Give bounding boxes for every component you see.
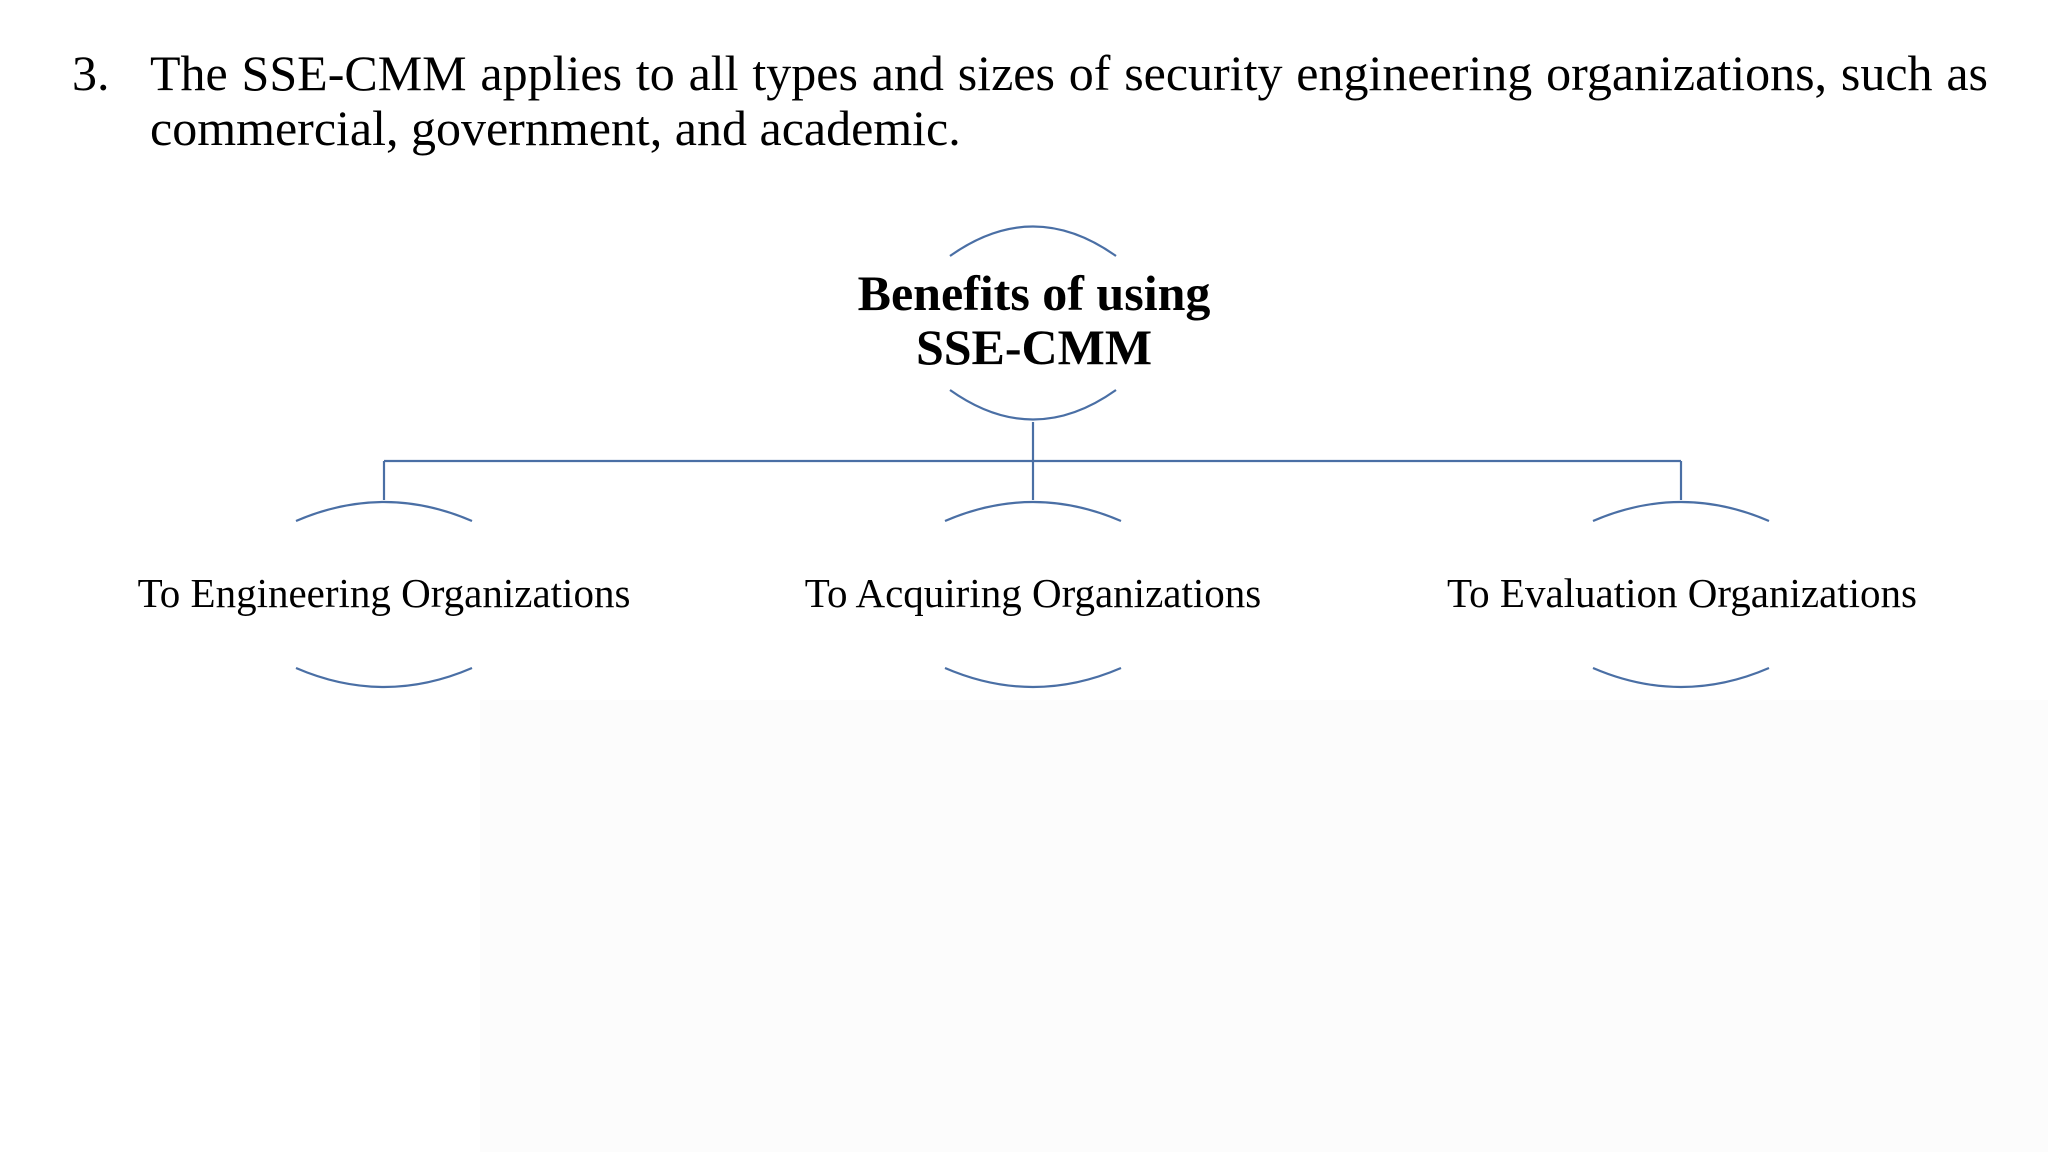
acquiring-node-top-arc xyxy=(945,502,1121,521)
root-node-line-1: Benefits of using xyxy=(857,265,1211,321)
root-node-bottom-arc xyxy=(950,390,1116,420)
root-node-label xyxy=(784,266,1284,374)
acquiring-organizations-node: To Acquiring Organizations xyxy=(804,570,1262,616)
evaluation-node-bottom-arc xyxy=(1593,668,1769,687)
root-node-line-2: SSE-CMM xyxy=(915,319,1153,375)
acquiring-node-bottom-arc xyxy=(945,668,1121,687)
evaluation-organizations-node: To Evaluation Organizations xyxy=(1446,570,1918,616)
engineering-node-top-arc xyxy=(296,502,472,521)
evaluation-node-top-arc xyxy=(1593,502,1769,521)
root-node-top-arc xyxy=(950,227,1116,257)
list-item-text: The SSE-CMM applies to all types and sizes of security engineering organizations, such as commercial, government, and academic. xyxy=(150,45,1988,156)
engineering-node-bottom-arc xyxy=(296,668,472,687)
list-number: 3. xyxy=(72,45,110,101)
engineering-organizations-node: To Engineering Organizations xyxy=(137,570,631,616)
